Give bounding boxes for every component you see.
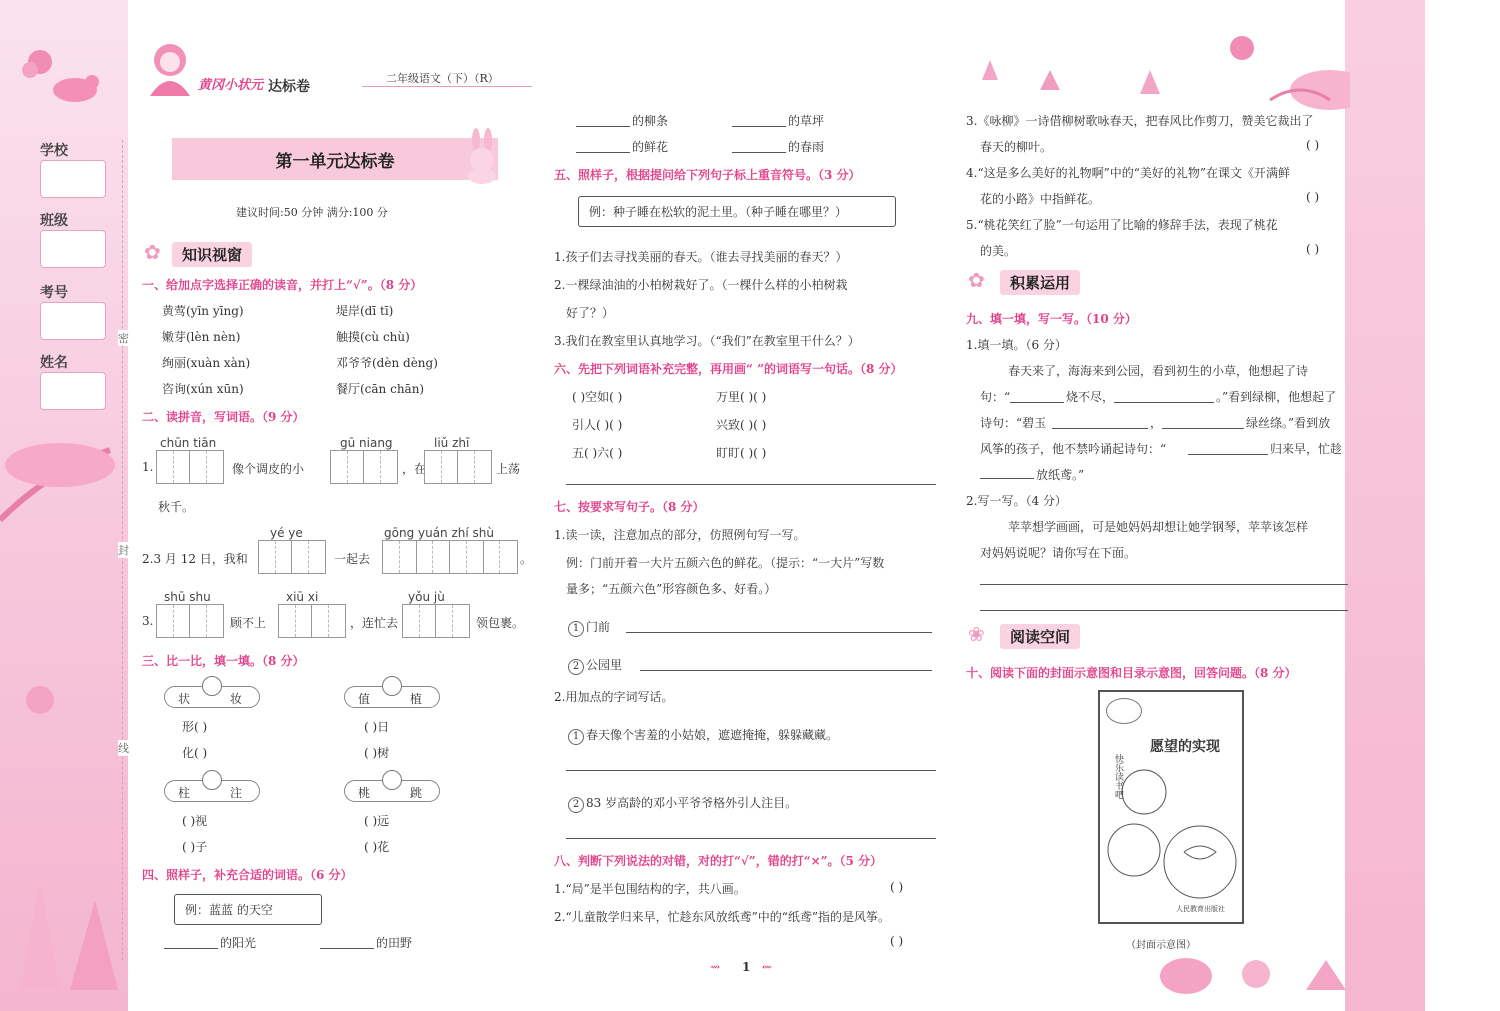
top-right-decor — [950, 30, 1350, 120]
class-label: 班级 — [40, 213, 68, 229]
name-field[interactable] — [40, 372, 106, 410]
right-margin — [1425, 0, 1500, 1011]
q3-char: 值 — [358, 692, 371, 706]
section-yuedu: 阅读空间 — [1000, 624, 1080, 649]
q2-pinyin: chūn tiān — [160, 436, 217, 450]
q2-text: 像个调皮的小 — [232, 462, 305, 476]
q1-item[interactable]: 咨询(xún xūn) — [162, 382, 244, 396]
exam-time: 建议时间:50 分钟 满分:100 分 — [236, 206, 388, 219]
q6-blank[interactable]: 兴致( )( ) — [716, 418, 767, 432]
q4-blank-line[interactable] — [576, 152, 630, 153]
q7-c: 1 春天像个害羞的小姑娘，遮遮掩掩，躲躲藏藏。 — [568, 726, 838, 745]
q4-blank-line[interactable] — [732, 126, 786, 127]
right-decor-band — [1345, 0, 1425, 1011]
q5-item: 2.一棵绿油油的小柏树栽好了。（一棵什么样的小柏树栽 — [554, 278, 848, 292]
section-zhishi: 知识视窗 — [172, 242, 252, 267]
q6-title: 六、先把下列词语补充完整，再用画“ ”的词语写一句话。（8 分） — [554, 362, 903, 376]
q4-blank-line[interactable] — [576, 126, 630, 127]
brand-sub: 达标卷 — [268, 79, 310, 95]
q9-title: 九、填一填，写一写。（10 分） — [966, 312, 1137, 326]
q8-item: 4.“这是多么美好的礼物啊”中的“美好的礼物”在课文《开满鲜 — [966, 166, 1290, 180]
q2-write-grid[interactable] — [258, 540, 326, 574]
q3-title: 三、比一比，填一填。（8 分） — [142, 654, 305, 668]
q2-pinyin: gū niang — [340, 436, 393, 450]
q6-blank[interactable]: 引人( )( ) — [572, 418, 623, 432]
q5-title: 五、照样子，根据提问给下列句子标上重音符号。（3 分） — [554, 168, 861, 182]
q2-text: ，在 — [402, 462, 427, 476]
q2-write-grid[interactable] — [382, 540, 518, 574]
cover-caption: （封面示意图） — [1126, 940, 1196, 951]
q9-text: 风筝的孩子，他不禁吟诵起诗句：“ — [980, 442, 1167, 456]
q5-item: 3.我们在教室里认真地学习。（“我们”在教室里干什么？） — [554, 334, 860, 348]
q3-char: 柱 — [178, 786, 191, 800]
q2-write-grid[interactable] — [424, 450, 492, 484]
unit-title: 第一单元达标卷 — [172, 138, 498, 180]
q2-text: 2.3 月 12 日，我和 — [142, 552, 248, 566]
cover-series: 快乐读书吧 — [1113, 754, 1123, 799]
q6-blank[interactable]: ( )空如( ) — [572, 390, 623, 404]
q9-text: 归来早，忙趁 — [1270, 442, 1343, 456]
q3-blank[interactable]: ( )花 — [364, 840, 390, 854]
q9-text: 诗句：“碧玉 — [980, 416, 1047, 430]
q2-text: ，连忙去 — [350, 616, 399, 630]
q2-text: 。 — [520, 552, 533, 566]
page-arrow-left: ⇝ — [710, 960, 721, 974]
exam-no-field[interactable] — [40, 302, 106, 340]
q9-text: 烧不尽， — [1066, 390, 1115, 404]
q8-item: 春天的柳叶。 — [980, 140, 1053, 154]
class-field[interactable] — [40, 230, 106, 268]
q9-text: 绿丝绦。”看到放 — [1246, 416, 1331, 430]
q9-blank-line[interactable] — [1162, 428, 1244, 429]
q9-text: ， — [1150, 416, 1163, 430]
q9-text: 对妈妈说呢？请你写在下面。 — [980, 546, 1137, 560]
q7-instruction: 1.读一读，注意加点的部分，仿照例句写一写。 — [554, 528, 806, 542]
q4-blank: 的柳条 — [632, 114, 669, 128]
q9-blank-line[interactable] — [1188, 454, 1268, 455]
q3-blank[interactable]: 形( ) — [182, 720, 208, 734]
q8-answer[interactable]: ( ) — [890, 934, 904, 948]
q2-pinyin: gōng yuán zhí shù — [384, 526, 494, 540]
q2-text: 1. — [142, 460, 154, 474]
q8-title: 八、判断下列说法的对错，对的打“√”，错的打“×”。（5 分） — [554, 854, 883, 868]
q6-blank[interactable]: 五( )六( ) — [572, 446, 623, 460]
q9-text: 春天来了，海海来到公园，看到初生的小草，他想起了诗 — [1008, 364, 1309, 378]
q2-write-grid[interactable] — [156, 604, 224, 638]
q10-title: 十、阅读下面的封面示意图和目录示意图，回答问题。（8 分） — [966, 666, 1297, 680]
q2-write-grid[interactable] — [330, 450, 398, 484]
q1-item[interactable]: 触摸(cù chù) — [336, 330, 410, 344]
q9-blank-line[interactable] — [980, 478, 1034, 479]
q2-text: 上荡 — [496, 462, 521, 476]
flower-icon — [382, 770, 402, 790]
bottom-right-decor — [1156, 940, 1366, 1000]
cover-illustration — [1104, 762, 1240, 912]
q4-title: 四、照样子，补充合适的词语。（6 分） — [142, 868, 353, 882]
q7-answer-line[interactable] — [626, 632, 932, 633]
q6-blank[interactable]: 盯盯( )( ) — [716, 446, 767, 460]
q9-blank-line[interactable] — [1052, 428, 1148, 429]
q2-pinyin: yé ye — [270, 526, 303, 540]
q9-answer-line[interactable] — [980, 584, 1348, 585]
q2-text: 3. — [142, 614, 154, 628]
q9-answer-line[interactable] — [980, 610, 1348, 611]
school-label: 学校 — [40, 143, 68, 159]
q8-answer[interactable]: ( ) — [1306, 242, 1320, 256]
q7-b: 2 公园里 — [568, 656, 622, 675]
q4-example: 例：蓝蓝 的天空 — [174, 894, 322, 925]
q1-item[interactable]: 黄莺(yīn yīng) — [162, 304, 244, 318]
q7-instruction: 2.用加点的字词写话。 — [554, 690, 674, 704]
q8-answer[interactable]: ( ) — [1306, 190, 1320, 204]
q4-blank: 的阳光 — [220, 936, 257, 950]
q3-blank[interactable]: ( )子 — [182, 840, 208, 854]
q8-item: 1.“局”是半包围结构的字，共八画。 — [554, 882, 746, 896]
school-field[interactable] — [40, 160, 106, 198]
subject-label: 二年级语文（下）（R） — [386, 72, 499, 85]
brand-name: 黄冈小状元 — [198, 78, 264, 93]
q2-text: 一起去 — [334, 552, 371, 566]
q6-blank[interactable]: 万里( )( ) — [716, 390, 767, 404]
q9-sub: 1.填一填。（6 分） — [966, 338, 1067, 352]
section-jilei: 积累运用 — [1000, 270, 1080, 295]
page-number: 1 — [742, 960, 751, 974]
cover-book-title: 愿望的实现 — [1150, 739, 1220, 755]
q7-answer-line[interactable] — [566, 770, 936, 771]
q9-text: 放纸鸢。” — [1036, 468, 1085, 482]
cover-publisher: 人民教育出版社 — [1176, 905, 1225, 913]
q2-pinyin: shū shu — [164, 590, 211, 604]
q1-item[interactable]: 邓爷爷(dèn dèng) — [336, 356, 438, 370]
q1-item[interactable]: 堤岸(dī tī) — [336, 304, 394, 318]
q2-write-grid[interactable] — [402, 604, 470, 638]
tree-icon: ✿ — [968, 268, 985, 292]
book-cover — [1098, 690, 1244, 924]
flower-icon — [202, 770, 222, 790]
q2-text: 领包裹。 — [476, 616, 525, 630]
q7-a: 1 门前 — [568, 618, 610, 637]
q3-char: 跳 — [410, 786, 423, 800]
q2-write-grid[interactable] — [156, 450, 224, 484]
q3-blank[interactable]: ( )远 — [364, 814, 390, 828]
q3-char: 桃 — [358, 786, 371, 800]
q9-blank-line[interactable] — [1114, 402, 1214, 403]
q3-blank[interactable]: ( )树 — [364, 746, 390, 760]
cover-badge — [1106, 698, 1142, 724]
flower-icon — [382, 676, 402, 696]
q8-item: 2.“儿童散学归来早，忙趁东风放纸鸢”中的“纸鸢”指的是风筝。 — [554, 910, 890, 924]
tree-icon: ✿ — [144, 240, 161, 264]
q3-char: 植 — [410, 692, 423, 706]
q4-blank: 的田野 — [376, 936, 413, 950]
q8-item: 5.“桃花笑红了脸”一句运用了比喻的修辞手法，表现了桃花 — [966, 218, 1278, 232]
name-label: 姓名 — [40, 355, 68, 371]
exam-no-label: 考号 — [40, 285, 68, 301]
q8-answer[interactable]: ( ) — [1306, 138, 1320, 152]
q5-item: 1.孩子们去寻找美丽的春天。（谁去寻找美丽的春天？） — [554, 250, 848, 264]
q2-text: 顾不上 — [230, 616, 267, 630]
q1-item[interactable]: 嫩芽(lèn nèn) — [162, 330, 241, 344]
q1-item[interactable]: 餐厅(cān chān) — [336, 382, 425, 396]
q8-item: 3.《咏柳》一诗借柳树歌咏春天，把春风比作剪刀，赞美它裁出了 — [966, 114, 1314, 128]
q9-text: 句：“ — [980, 390, 1011, 404]
mascot-icon — [140, 36, 200, 100]
q2-pinyin: xiū xi — [286, 590, 319, 604]
q3-char: 状 — [178, 692, 191, 706]
q4-blank: 的春雨 — [788, 140, 825, 154]
q3-char: 妆 — [230, 692, 243, 706]
seal-char-mi: 密 — [118, 332, 129, 345]
header-rule — [362, 86, 532, 87]
seal-char-feng: 封 — [118, 544, 129, 557]
q3-blank[interactable]: ( )视 — [182, 814, 208, 828]
q5-example: 例：种子睡在松软的泥土里。（种子睡在哪里？） — [578, 196, 896, 227]
q8-item: 花的小路》中指鲜花。 — [980, 192, 1101, 206]
q8-item: 的美。 — [980, 244, 1017, 258]
q4-blank-line[interactable] — [732, 152, 786, 153]
rabbit-icon — [462, 128, 502, 184]
q7-title: 七、按要求写句子。（8 分） — [554, 500, 705, 514]
q7-example: 量多；“五颜六色”形容颜色多、好看。） — [566, 582, 777, 596]
book-icon: ❀ — [968, 622, 985, 646]
q7-answer-line[interactable] — [566, 838, 936, 839]
q1-item[interactable]: 绚丽(xuàn xàn) — [162, 356, 251, 370]
q2-title: 二、读拼音，写词语。（9 分） — [142, 410, 305, 424]
q9-text: 苹苹想学画画，可是她妈妈却想让她学钢琴，苹苹该怎样 — [1008, 520, 1309, 534]
q9-text: 。”看到绿柳，他想起了 — [1216, 390, 1337, 404]
q2-pinyin: yǒu jù — [408, 590, 445, 604]
q7-example: 例：门前开着一大片五颜六色的鲜花。（提示：“一大片”写数 — [566, 556, 885, 570]
q2-pinyin: liǔ zhī — [434, 436, 470, 450]
q8-answer[interactable]: ( ) — [890, 880, 904, 894]
q3-blank[interactable]: 化( ) — [182, 746, 208, 760]
q4-blank-line[interactable] — [320, 948, 374, 949]
q2-text: 秋千。 — [158, 500, 195, 514]
q9-sub: 2.写一写。（4 分） — [966, 494, 1067, 508]
page-arrow-right: ⇜ — [762, 960, 773, 974]
q9-blank-line[interactable] — [1010, 402, 1064, 403]
q5-item: 好了？） — [566, 306, 615, 320]
q7-d: 2 83 岁高龄的邓小平爷爷格外引人注目。 — [568, 794, 797, 813]
q1-title: 一、给加点字选择正确的读音，并打上“√”。（8 分） — [142, 278, 423, 292]
q4-blank: 的鲜花 — [632, 140, 669, 154]
q2-write-grid[interactable] — [278, 604, 346, 638]
seal-char-xian: 线 — [118, 742, 129, 755]
q7-answer-line[interactable] — [640, 670, 932, 671]
q3-char: 注 — [230, 786, 243, 800]
q4-blank-line[interactable] — [164, 948, 218, 949]
q3-blank[interactable]: ( )日 — [364, 720, 390, 734]
q4-blank: 的草坪 — [788, 114, 825, 128]
flower-icon — [202, 676, 222, 696]
q6-answer-line[interactable] — [566, 484, 936, 485]
